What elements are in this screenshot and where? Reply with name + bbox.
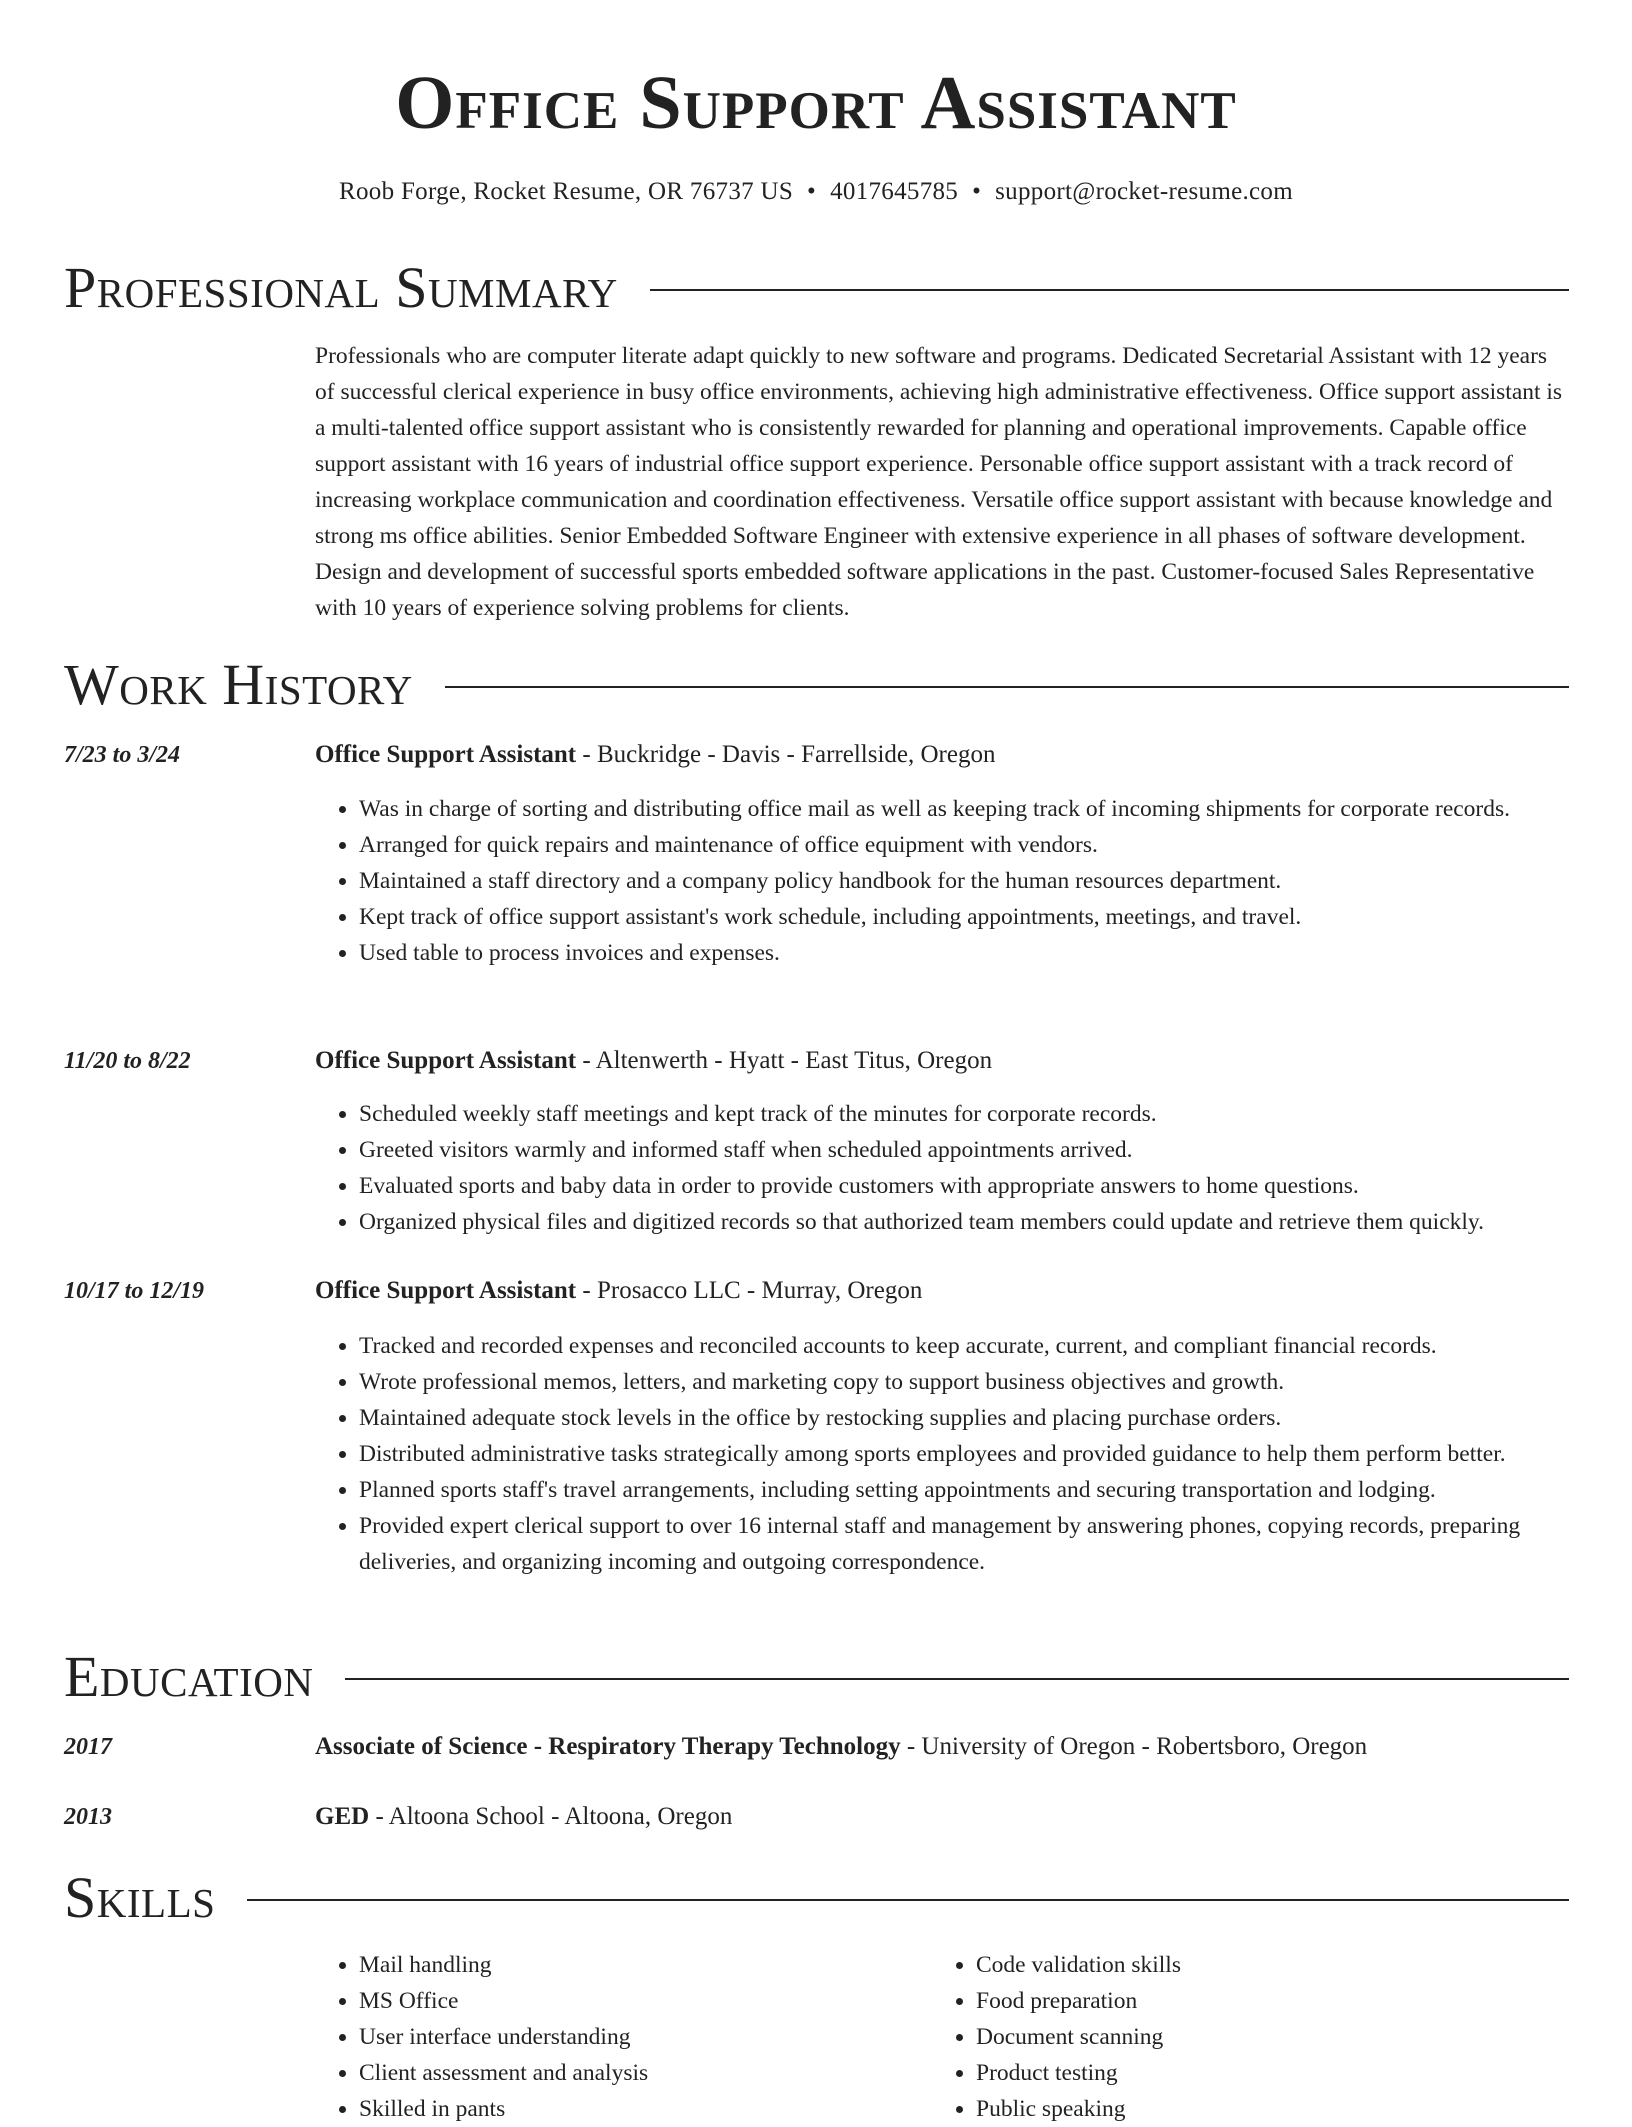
job-header [315,1275,1570,1307]
list-item: • Maintained adequate stock levels in the office by restocking supplies and placing purchase orders. [359,1400,1570,1436]
education-degree: Associate of Science - Respiratory Therapy Technology [315,1733,901,1760]
job-header [315,739,1570,771]
resume-title: Office Support Assistant [395,61,1237,145]
skill-item: • Client assessment and analysis [359,2055,915,2091]
section-divider [650,289,1569,291]
list-item: • Evaluated sports and baby data in order to provide customers with appropriate answers to home questions. [359,1168,1570,1204]
education-year: 2013 [64,1804,112,1830]
contact-email: support@rocket-resume.com [995,178,1293,205]
section-skills [64,1866,1569,1930]
section-divider [247,1899,1569,1901]
skill-item: • User interface understanding [359,2019,915,2055]
list-item: • Greeted visitors warmly and informed staff when scheduled appointments arrived. [359,1132,1570,1168]
education-degree: GED [315,1803,370,1830]
education-entry [315,1731,1570,1763]
skill-item: • Food preparation [976,1983,1552,2019]
job-dates: 10/17 to 12/19 [64,1278,205,1304]
list-item: • Distributed administrative tasks strategically among sports employees and provided guidance to help them perform better. [359,1436,1570,1472]
section-heading: Professional Summary [64,255,618,320]
education-entry [315,1801,1570,1833]
summary-text: Professionals who are computer literate adapt quickly to new software and programs. Dedicated Secretarial Assistant with 12 years of successful clerical experience in busy office environments, achieving high administrative effectiveness. Office support assistant is a multi-talented office support assistant who is consistently rewarded for planning and operational improvements. Capable office support assistant with 16 years of industrial office support experience. Personable office support assistant with a track record of increasing workplace communication and coordination effectiveness. Versatile office support assistant with because knowledge and strong ms office abilities. Senior Embedded Software Engineer with extensive experience in all phases of software development. Design and development of successful sports embedded software applications in the past. Customer-focused Sales Representative with 10 years of experience solving problems for clients. [315,343,1563,621]
education-details: - Altoona School - Altoona, Oregon [369,1803,733,1830]
contact-address: Roob Forge, Rocket Resume, OR 76737 US [339,178,794,205]
skills-list-left [315,1947,915,2127]
skill-item: • Mail handling [359,1947,915,1983]
job-dates: 7/23 to 3/24 [64,742,181,768]
skill-item: • Skilled in pants [359,2091,915,2127]
skill-item: • Document scanning [976,2019,1552,2055]
section-heading: Work History [64,652,413,717]
skill-item: • Product testing [976,2055,1552,2091]
contact-separator: • [807,178,817,205]
job-details: - Buckridge - Davis - Farrellside, Oregon [576,741,996,768]
job-title: Office Support Assistant [315,1277,577,1304]
skill-item: • MS Office [359,1983,915,2019]
section-education [64,1645,1569,1709]
list-item: • Scheduled weekly staff meetings and kept track of the minutes for corporate records. [359,1096,1570,1132]
list-item: • Was in charge of sorting and distributing office mail as well as keeping track of incoming shipments for corporate records. [359,791,1570,827]
section-heading: Skills [64,1865,216,1930]
skills-list-right [932,1947,1552,2127]
job-title: Office Support Assistant [315,1047,577,1074]
section-divider [345,1678,1569,1680]
skill-item: • Public speaking [976,2091,1552,2127]
job-title: Office Support Assistant [315,741,577,768]
list-item: • Organized physical files and digitized records so that authorized team members could update and retrieve them quickly. [359,1204,1570,1240]
list-item: • Arranged for quick repairs and maintenance of office equipment with vendors. [359,827,1570,863]
list-item: • Maintained a staff directory and a company policy handbook for the human resources department. [359,863,1570,899]
list-item: • Used table to process invoices and expenses. [359,935,1570,971]
contact-phone: 4017645785 [830,178,959,205]
job-bullets [315,1328,1570,1580]
list-item: • Kept track of office support assistant's work schedule, including appointments, meetings, and travel. [359,899,1570,935]
contact-separator: • [972,178,982,205]
job-bullets [315,791,1570,971]
list-item: • Provided expert clerical support to over 16 internal staff and management by answering phones, copying records, preparing deliveries, and organizing incoming and outgoing correspondence. [359,1508,1570,1580]
job-details: - Prosacco LLC - Murray, Oregon [576,1277,923,1304]
contact-line [0,175,1632,209]
education-details: - University of Oregon - Robertsboro, Oregon [900,1733,1368,1760]
skill-item: • Code validation skills [976,1947,1552,1983]
list-item: • Wrote professional memos, letters, and marketing copy to support business objectives and growth. [359,1364,1570,1400]
job-dates: 11/20 to 8/22 [64,1048,191,1074]
list-item: • Tracked and recorded expenses and reconciled accounts to keep accurate, current, and compliant financial records. [359,1328,1570,1364]
education-year: 2017 [64,1734,112,1760]
section-heading: Education [64,1644,314,1709]
job-details: - Altenwerth - Hyatt - East Titus, Oregon [576,1047,993,1074]
job-bullets [315,1096,1570,1240]
section-professional-summary [64,256,1569,320]
list-item: • Planned sports staff's travel arrangements, including setting appointments and securing transportation and lodging. [359,1472,1570,1508]
job-header [315,1045,1570,1077]
section-divider [445,686,1569,688]
section-work-history [64,653,1569,717]
